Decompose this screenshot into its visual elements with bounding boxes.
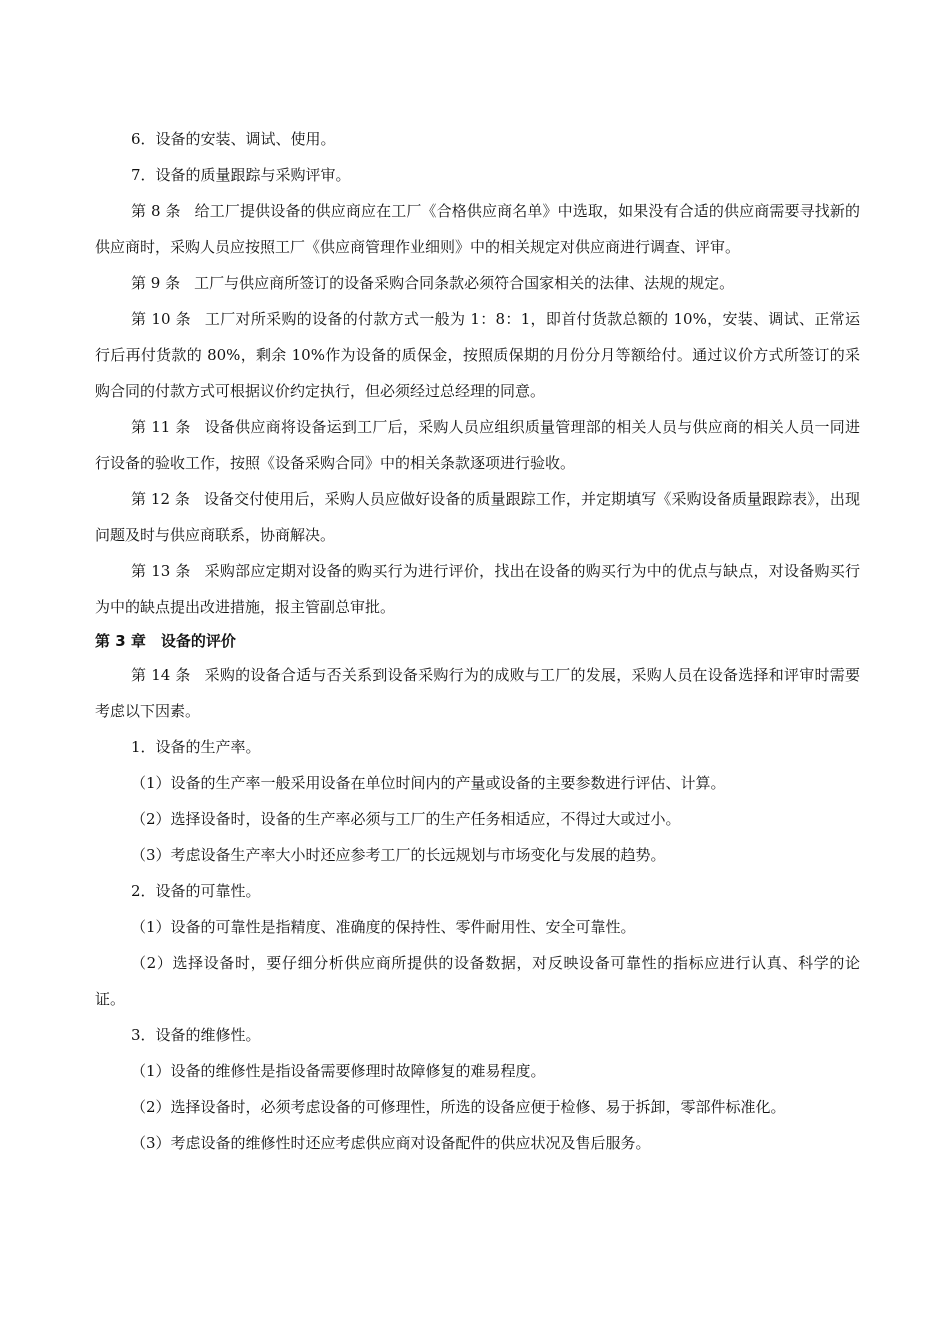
article-number: 第 12 条 [131,490,190,508]
article-text: 设备交付使用后，采购人员应做好设备的质量跟踪工作，并定期填写《采购设备质量跟踪表》，出现问题及时与供应商联系，协商解决。 [95,490,860,544]
article-number: 第 10 条 [131,310,191,328]
list-item: 7．设备的质量跟踪与采购评审。 [131,166,351,184]
article-paragraph [95,409,860,481]
list-item: （2）选择设备时，设备的生产率必须与工厂的生产任务相适应，不得过大或过小。 [131,810,681,828]
article-paragraph [95,193,860,265]
article-text: 工厂与供应商所签订的设备采购合同条款必须符合国家相关的法律、法规的规定。 [194,274,735,292]
article-text: 给工厂提供设备的供应商应在工厂《合格供应商名单》中选取，如果没有合适的供应商需要寻找新的供应商时，采购人员应按照工厂《供应商管理作业细则》中的相关规定对供应商进行调查、评审。 [95,202,860,256]
list-item: （1）设备的维修性是指设备需要修理时故障修复的难易程度。 [131,1062,546,1080]
article-paragraph [95,301,860,409]
article-number: 第 11 条 [131,418,191,436]
document-body [95,121,860,1161]
chapter-heading: 第 3 章 设备的评价 [95,632,236,650]
article-paragraph [95,553,860,625]
list-item: （3）考虑设备生产率大小时还应参考工厂的长远规划与市场变化与发展的趋势。 [131,846,666,864]
list-item: 3．设备的维修性。 [131,1026,261,1044]
article-text: 采购部应定期对设备的购买行为进行评价，找出在设备的购买行为中的优点与缺点，对设备购买行为中的缺点提出改进措施，报主管副总审批。 [95,562,861,616]
list-item: （2）选择设备时，要仔细分析供应商所提供的设备数据，对反映设备可靠性的指标应进行认真、科学的论证。 [95,954,860,1008]
list-item: 6．设备的安装、调试、使用。 [131,130,336,148]
article-text: 设备供应商将设备运到工厂后，采购人员应组织质量管理部的相关人员与供应商的相关人员一同进行设备的验收工作，按照《设备采购合同》中的相关条款逐项进行验收。 [95,418,861,472]
article-text: 工厂对所采购的设备的付款方式一般为 1：8：1，即首付货款总额的 10%，安装、调试、正常运行后再付货款的 80%，剩余 10%作为设备的质保金，按照质保期的月份分月等额给付。通过议价方式所签订的采购合同的付款方式可根据议价约定执行，但必须经过总经理的同意。 [95,310,860,400]
article-paragraph [95,481,860,553]
article-number: 第 8 条 [131,202,181,220]
list-item: 2．设备的可靠性。 [131,882,261,900]
list-item: （3）考虑设备的维修性时还应考虑供应商对设备配件的供应状况及售后服务。 [131,1134,651,1152]
article-text: 采购的设备合适与否关系到设备采购行为的成败与工厂的发展，采购人员在设备选择和评审时需要考虑以下因素。 [95,666,861,720]
list-item: （1）设备的生产率一般采用设备在单位时间内的产量或设备的主要参数进行评估、计算。 [131,774,726,792]
list-item: （2）选择设备时，必须考虑设备的可修理性，所选的设备应便于检修、易于拆卸，零部件标准化。 [131,1098,786,1116]
article-number: 第 13 条 [131,562,191,580]
article-number: 第 9 条 [131,274,181,292]
article-number: 第 14 条 [131,666,191,684]
list-item: （1）设备的可靠性是指精度、准确度的保持性、零件耐用性、安全可靠性。 [131,918,636,936]
article-paragraph [95,657,860,729]
list-item: 1．设备的生产率。 [131,738,261,756]
article-paragraph [95,265,860,301]
